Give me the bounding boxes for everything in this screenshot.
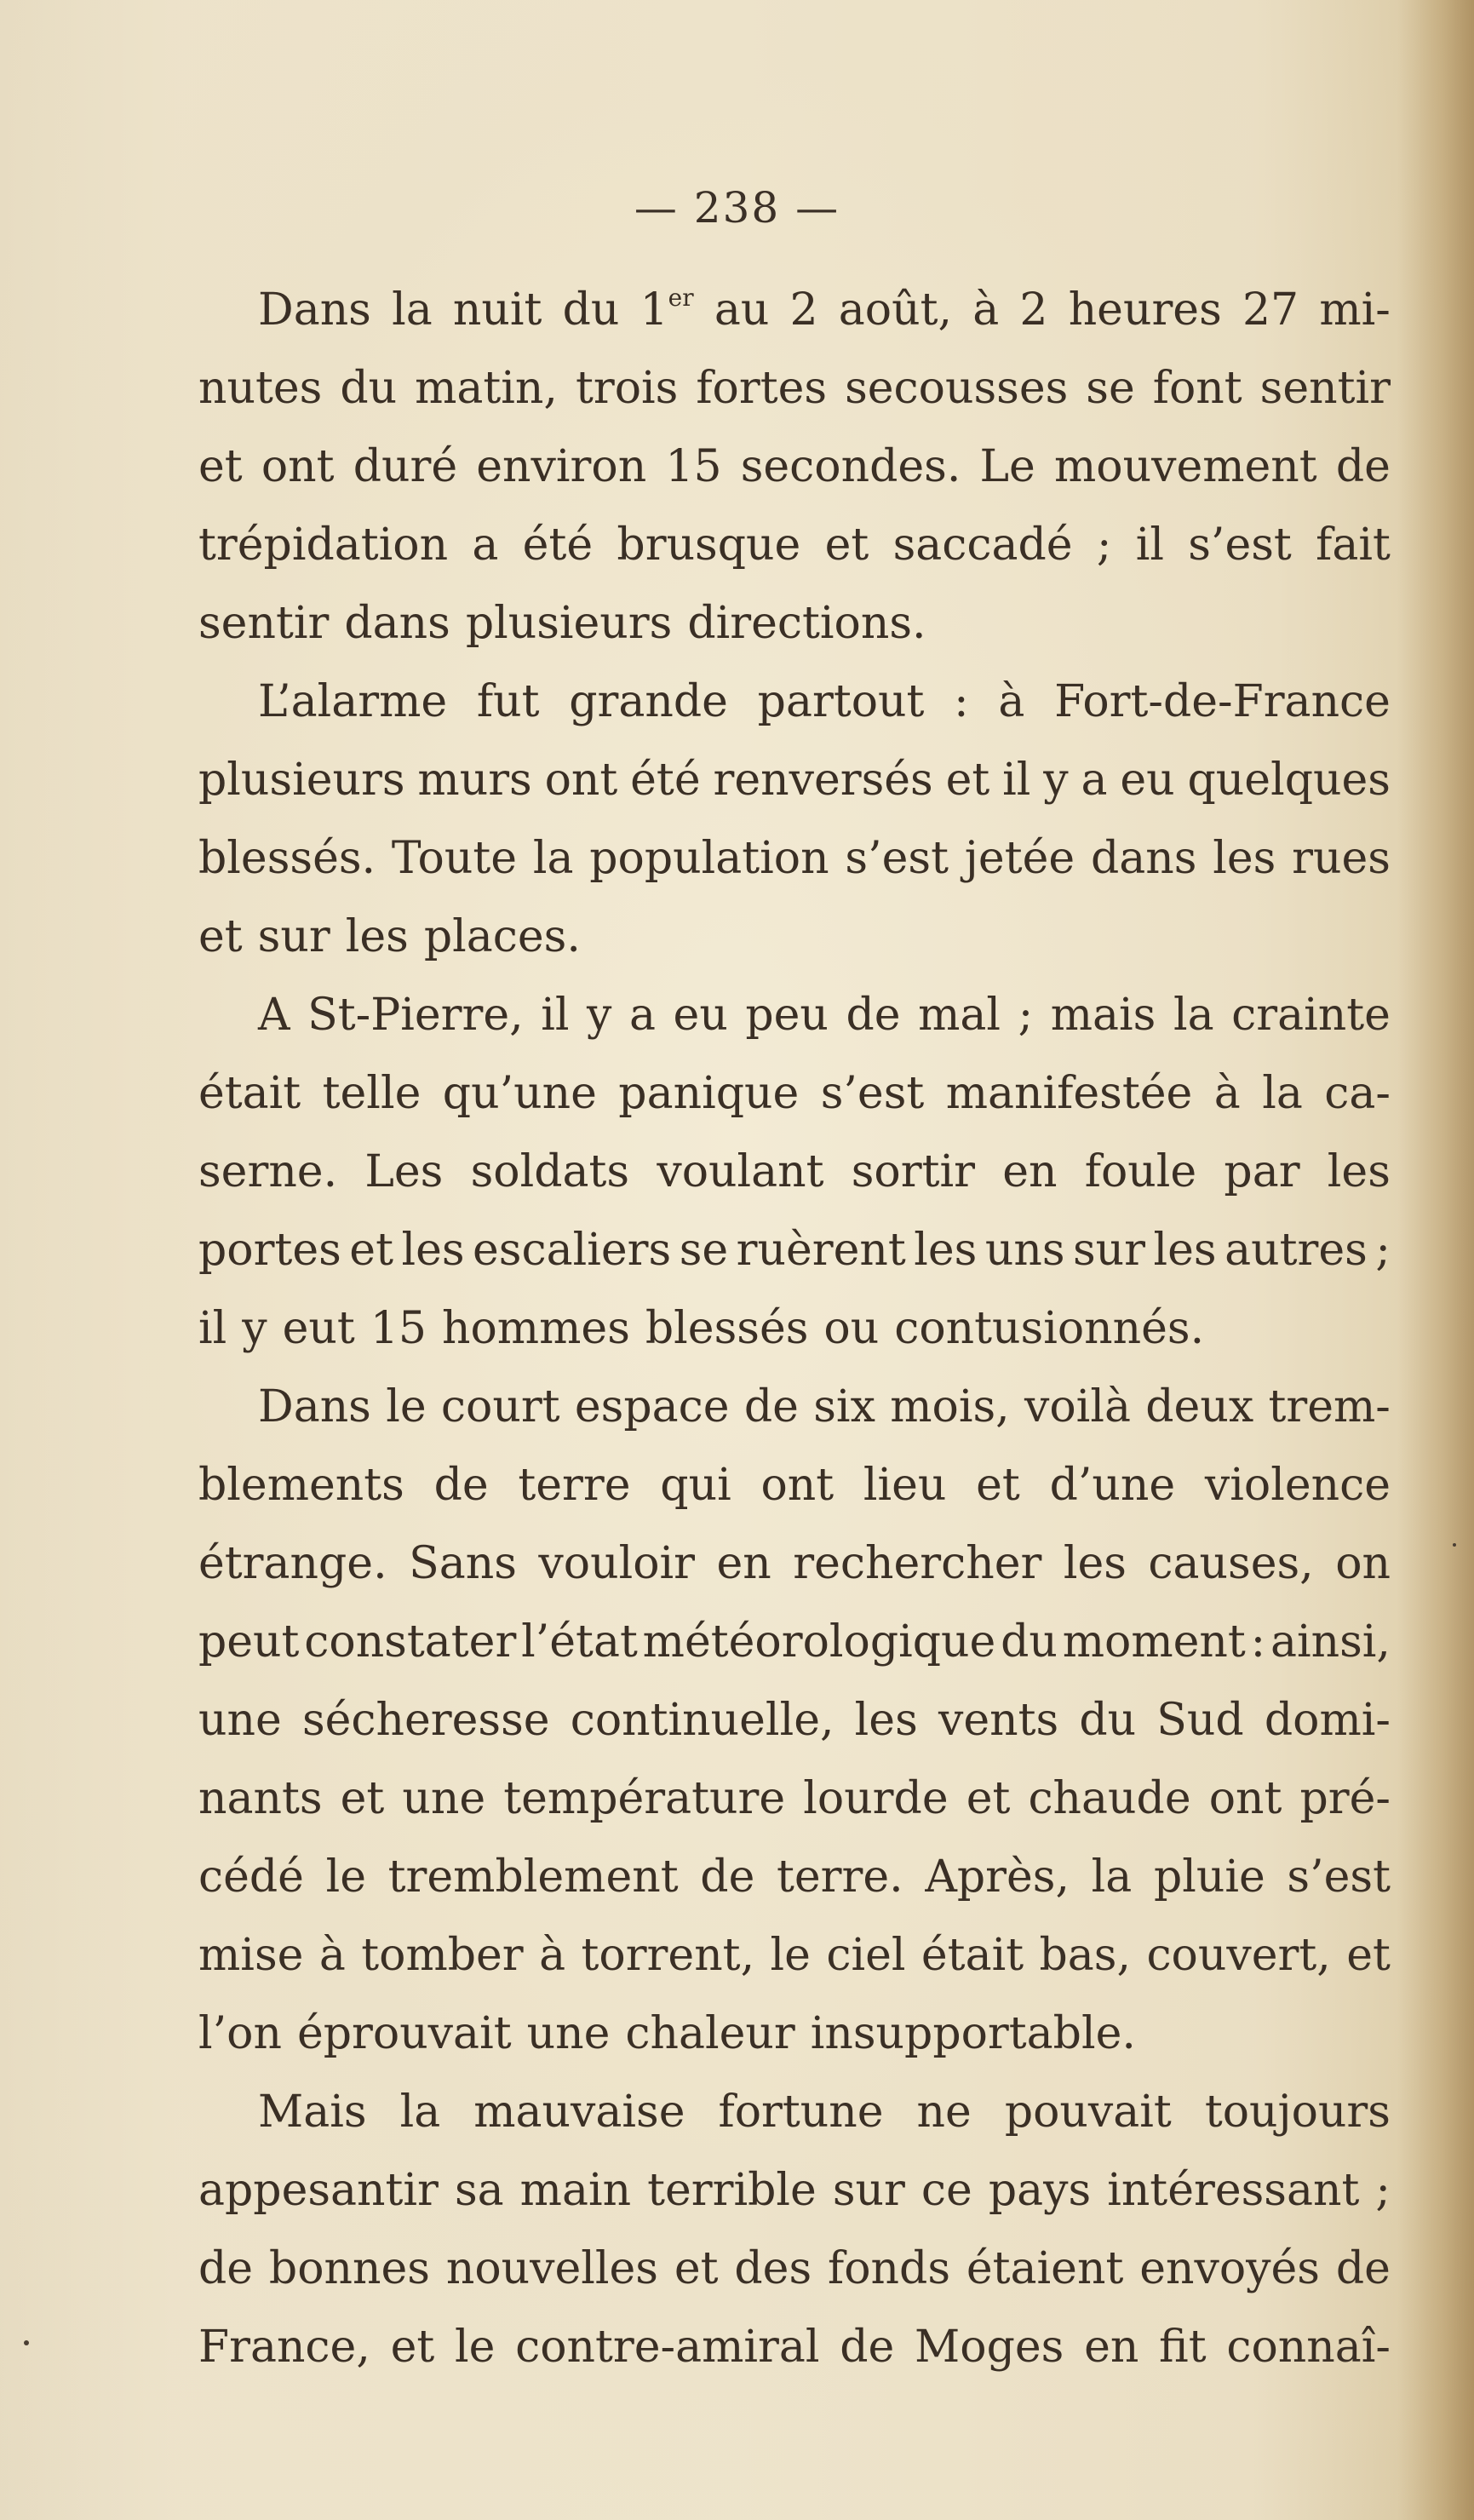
text-line — [198, 1446, 1391, 1524]
word: qui — [660, 1460, 731, 1511]
word: s’est — [1287, 1851, 1391, 1903]
word: il — [1135, 519, 1164, 571]
word: fortes — [696, 363, 828, 414]
text-line — [198, 1211, 1391, 1289]
word: manifestée — [945, 1068, 1193, 1119]
word: était — [198, 1068, 301, 1119]
word: secondes. — [740, 441, 961, 492]
word: les — [401, 1225, 465, 1276]
word: uns — [984, 1225, 1065, 1276]
word: chaleur — [625, 2008, 795, 2059]
word: moment — [1062, 1616, 1246, 1668]
word: le — [325, 1851, 367, 1903]
text-line — [198, 349, 1391, 428]
text-line — [198, 271, 1391, 349]
word: France, — [198, 2322, 370, 2373]
word: les — [1153, 1225, 1217, 1276]
word: Toute — [391, 833, 517, 884]
word: blessés — [645, 1303, 809, 1354]
page-edge-shadow — [1397, 0, 1474, 2520]
text-line — [198, 741, 1391, 819]
word: foule — [1084, 1146, 1197, 1197]
word: à — [318, 1930, 346, 1981]
word: une — [526, 2008, 611, 2059]
word: et — [198, 441, 243, 492]
text-line — [198, 1838, 1391, 1916]
word: quelques — [1187, 755, 1391, 806]
word: et — [1346, 1930, 1391, 1981]
word: peut — [198, 1616, 300, 1668]
word: se — [1086, 363, 1135, 414]
word: six — [813, 1381, 875, 1432]
word: par — [1224, 1146, 1300, 1197]
word: Sud — [1156, 1695, 1244, 1746]
word: pluie — [1153, 1851, 1265, 1903]
word: et — [340, 1773, 385, 1824]
word: il — [1002, 755, 1031, 806]
word: sur — [1073, 1225, 1146, 1276]
word: l’état — [521, 1616, 638, 1668]
word: nutes — [198, 363, 323, 414]
word: matin, — [415, 363, 558, 414]
text-line — [198, 2230, 1391, 2308]
word: brusque — [617, 519, 801, 571]
word: soldats — [470, 1146, 630, 1197]
word: plusieurs — [198, 755, 405, 806]
word: une — [198, 1695, 282, 1746]
word: et — [966, 1773, 1011, 1824]
word: 1er — [639, 284, 694, 336]
word: les — [914, 1225, 978, 1276]
word: éprouvait — [296, 2008, 512, 2059]
text-line — [198, 428, 1391, 506]
word: mouvement — [1053, 441, 1317, 492]
word: saccadé — [892, 519, 1073, 571]
word: directions. — [687, 598, 926, 649]
word: constater — [304, 1616, 517, 1668]
word: à — [998, 676, 1025, 727]
word: il — [541, 990, 570, 1041]
word: causes, — [1148, 1538, 1314, 1589]
word: en — [1084, 2322, 1139, 2373]
word: fut — [476, 676, 540, 727]
word: ou — [823, 1303, 880, 1354]
word: fait — [1316, 519, 1391, 571]
word: : — [954, 676, 969, 727]
word: ainsi, — [1270, 1616, 1391, 1668]
word: août, — [838, 284, 953, 336]
word: le — [454, 2322, 496, 2373]
word: eut — [282, 1303, 355, 1354]
word: grande — [569, 676, 728, 727]
word: Mais — [258, 2087, 367, 2138]
word: terrible — [647, 2165, 817, 2216]
word: de — [433, 1460, 489, 1511]
word: intéressant — [1107, 2165, 1360, 2216]
word: tremblement — [387, 1851, 679, 1903]
word: sa — [454, 2165, 504, 2216]
word: en — [1002, 1146, 1058, 1197]
word: trépidation — [198, 519, 449, 571]
word: été — [522, 519, 594, 571]
word: mois, — [890, 1381, 1010, 1432]
text-line — [198, 2151, 1391, 2230]
text-line — [198, 1289, 1391, 1368]
word: au — [714, 284, 770, 336]
word: à — [972, 284, 1000, 336]
word: la — [1262, 1068, 1303, 1119]
word: chaude — [1028, 1773, 1191, 1824]
word: s’est — [1188, 519, 1292, 571]
word: 15 — [370, 1303, 427, 1354]
word: y — [587, 990, 612, 1041]
word: rues — [1292, 833, 1391, 884]
word: nants — [198, 1773, 323, 1824]
word: envoyés — [1139, 2243, 1320, 2294]
word: a — [472, 519, 499, 571]
word: dans — [344, 598, 450, 649]
word: portes — [198, 1225, 341, 1276]
word: secousses — [845, 363, 1069, 414]
word: 2 — [1019, 284, 1048, 336]
word: pré- — [1299, 1773, 1391, 1824]
text-line — [198, 1995, 1391, 2073]
word: jetée — [964, 833, 1075, 884]
word: lourde — [803, 1773, 949, 1824]
word: la — [1091, 1851, 1133, 1903]
word: pays — [988, 2165, 1092, 2216]
word: qu’une — [442, 1068, 597, 1119]
word: terre — [518, 1460, 631, 1511]
word: dans — [1090, 833, 1197, 884]
word: du — [1079, 1695, 1137, 1746]
word: sur — [257, 911, 330, 962]
word: fit — [1159, 2322, 1207, 2373]
word: mais — [1050, 990, 1156, 1041]
word: de — [700, 1851, 755, 1903]
word: appesantir — [198, 2165, 439, 2216]
word: ont — [760, 1460, 835, 1511]
word: ; — [1018, 990, 1034, 1041]
word: insupportable. — [810, 2008, 1136, 2059]
word: ciel — [826, 1930, 906, 1981]
word: ont — [261, 441, 335, 492]
word: tomber — [361, 1930, 524, 1981]
word: violence — [1204, 1460, 1391, 1511]
word: de — [198, 2243, 254, 2294]
word: mal — [918, 990, 1001, 1041]
word: heures — [1068, 284, 1222, 336]
word: contre-amiral — [515, 2322, 820, 2373]
word: et — [390, 2322, 435, 2373]
word: en — [716, 1538, 771, 1589]
word: Dans — [258, 1381, 371, 1432]
word: les — [1327, 1146, 1391, 1197]
word: bas, — [1039, 1930, 1132, 1981]
word: duré — [353, 441, 458, 492]
word: serne. — [198, 1146, 338, 1197]
word: St-Pierre, — [307, 990, 524, 1041]
word: places. — [423, 911, 581, 962]
word: murs — [417, 755, 532, 806]
word: torrent, — [581, 1930, 755, 1981]
word: trois — [575, 363, 679, 414]
word: et — [945, 755, 990, 806]
word: nuit — [452, 284, 542, 336]
word: étrange. — [198, 1538, 387, 1589]
word: la — [1173, 990, 1214, 1041]
text-line — [198, 1133, 1391, 1211]
text-line — [198, 976, 1391, 1054]
word: terre. — [777, 1851, 903, 1903]
word: se — [679, 1225, 729, 1276]
word: blessés. — [198, 833, 376, 884]
word: fortune — [718, 2087, 884, 2138]
word: vouloir — [538, 1538, 695, 1589]
word: environ — [476, 441, 647, 492]
word: plusieurs — [465, 598, 673, 649]
word: contusionnés. — [894, 1303, 1205, 1354]
word: du — [562, 284, 620, 336]
word: blements — [198, 1460, 404, 1511]
ink-speck — [1453, 1543, 1456, 1547]
word: toujours — [1204, 2087, 1391, 2138]
word: voulant — [657, 1146, 824, 1197]
word: Dans — [258, 284, 371, 336]
word: ; — [1375, 2165, 1391, 2216]
text-line — [198, 1681, 1391, 1759]
word: crainte — [1231, 990, 1391, 1041]
word: des — [734, 2243, 812, 2294]
word: la — [532, 833, 574, 884]
word: il — [198, 1303, 227, 1354]
word: s’est — [845, 833, 949, 884]
superscript: er — [668, 284, 694, 312]
word: domi- — [1264, 1695, 1391, 1746]
text-line — [198, 898, 1391, 976]
word: s’est — [820, 1068, 925, 1119]
word: ce — [921, 2165, 972, 2216]
word: et — [674, 2243, 719, 2294]
word: ont — [1208, 1773, 1282, 1824]
word: sécheresse — [301, 1695, 550, 1746]
word: sur — [832, 2165, 905, 2216]
word: connaî- — [1226, 2322, 1391, 2373]
text-line — [198, 1759, 1391, 1838]
word: ca- — [1324, 1068, 1391, 1119]
word: pouvait — [1004, 2087, 1172, 2138]
word: voilà — [1024, 1381, 1131, 1432]
word: bonnes — [268, 2243, 430, 2294]
word: d’une — [1049, 1460, 1176, 1511]
word: était — [921, 1930, 1024, 1981]
word: L’alarme — [258, 676, 448, 727]
word: Le — [979, 441, 1035, 492]
word: trem- — [1268, 1381, 1391, 1432]
word: peu — [745, 990, 829, 1041]
word: Après, — [925, 1851, 1070, 1903]
word: Les — [364, 1146, 444, 1197]
word: panique — [618, 1068, 800, 1119]
word: météorologique — [642, 1616, 996, 1668]
text-line — [198, 819, 1391, 898]
word: ne — [916, 2087, 972, 2138]
text-line — [198, 1054, 1391, 1133]
text-line — [198, 2308, 1391, 2386]
word: de — [840, 2322, 895, 2373]
word: escaliers — [473, 1225, 672, 1276]
word: du — [340, 363, 398, 414]
word: ; — [1375, 1225, 1391, 1276]
word: et — [198, 911, 243, 962]
word: été — [630, 755, 701, 806]
text-line — [198, 506, 1391, 584]
word: A — [258, 990, 290, 1041]
word: et — [976, 1460, 1020, 1511]
word: main — [519, 2165, 632, 2216]
word: court — [440, 1381, 560, 1432]
ink-speck — [24, 2340, 29, 2345]
word: a — [1081, 755, 1108, 806]
word: mi- — [1319, 284, 1391, 336]
word: de — [846, 990, 901, 1041]
word: 15 — [665, 441, 722, 492]
word: cédé — [198, 1851, 304, 1903]
word: vents — [938, 1695, 1059, 1746]
word: a — [628, 990, 656, 1041]
word: de — [1335, 2243, 1391, 2294]
word: eu — [673, 990, 728, 1041]
word: les — [1213, 833, 1276, 884]
page-number: — 238 — — [634, 183, 840, 232]
word: Sans — [409, 1538, 517, 1589]
word: renversés — [713, 755, 933, 806]
word: la — [399, 2087, 441, 2138]
word: font — [1152, 363, 1242, 414]
word: étaient — [966, 2243, 1124, 2294]
word: Fort-de-France — [1054, 676, 1391, 727]
word: le — [770, 1930, 811, 1981]
word: partout — [757, 676, 925, 727]
word: mise — [198, 1930, 304, 1981]
word: deux — [1145, 1381, 1254, 1432]
text-line — [198, 663, 1391, 741]
word: à — [1213, 1068, 1241, 1119]
word: continuelle, — [570, 1695, 835, 1746]
text-line — [198, 2073, 1391, 2151]
word: le — [386, 1381, 427, 1432]
word: couvert, — [1146, 1930, 1331, 1981]
word: y — [1043, 755, 1069, 806]
word: sentir — [198, 598, 330, 649]
word: les — [854, 1695, 918, 1746]
word: : — [1250, 1616, 1266, 1668]
word: Moges — [915, 2322, 1064, 2373]
word: de — [1335, 441, 1391, 492]
word: la — [392, 284, 433, 336]
word: et — [349, 1225, 393, 1276]
word: mauvaise — [473, 2087, 685, 2138]
word: telle — [322, 1068, 422, 1119]
text-line — [198, 1368, 1391, 1446]
word: hommes — [442, 1303, 630, 1354]
word: nouvelles — [445, 2243, 658, 2294]
word: ; — [1096, 519, 1112, 571]
word: fonds — [828, 2243, 951, 2294]
word: du — [1001, 1616, 1058, 1668]
word: sortir — [851, 1146, 975, 1197]
text-line — [198, 1603, 1391, 1681]
word: de — [743, 1381, 799, 1432]
word: 27 — [1242, 284, 1299, 336]
word: température — [503, 1773, 786, 1824]
word: lieu — [863, 1460, 947, 1511]
word: une — [402, 1773, 486, 1824]
text-line — [198, 584, 1391, 663]
word: y — [242, 1303, 267, 1354]
word: ruèrent — [736, 1225, 906, 1276]
word: autres — [1225, 1225, 1368, 1276]
word: les — [345, 911, 409, 962]
word: l’on — [198, 2008, 282, 2059]
word: on — [1335, 1538, 1391, 1589]
word: 2 — [789, 284, 818, 336]
word: sentir — [1259, 363, 1391, 414]
word: espace — [574, 1381, 730, 1432]
body-text — [198, 271, 1391, 2386]
word: à — [539, 1930, 566, 1981]
word: eu — [1120, 755, 1175, 806]
text-line — [198, 1524, 1391, 1603]
word: population — [589, 833, 829, 884]
word: ont — [544, 755, 618, 806]
word: les — [1063, 1538, 1127, 1589]
text-line — [198, 1916, 1391, 1995]
word: rechercher — [793, 1538, 1042, 1589]
word: et — [824, 519, 869, 571]
